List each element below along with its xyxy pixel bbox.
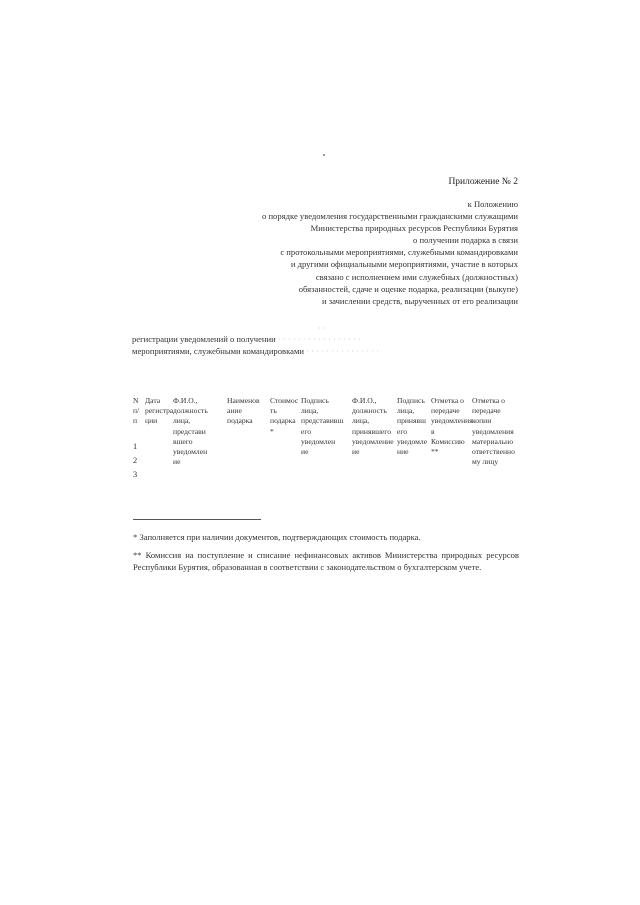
journal-title-text-2: мероприятиями, служебными командировками	[132, 346, 304, 356]
journal-title-line-1	[132, 333, 512, 345]
column-header-receiver-signature: Подпись лица, принявш его уведомле ние	[397, 396, 428, 457]
column-header-copy-transfer: Отметка о передаче копии уведомления материально ответственно му лицу	[472, 396, 515, 467]
appendix-reference	[200, 198, 518, 307]
column-header-receiver: Ф.И.О., должность лица, принявшего уведомление ие	[352, 396, 394, 457]
footnote-value: * Заполняется при наличии документов, подтверждающих стоимость подарка.	[133, 532, 421, 542]
appendix-line: связано с исполнением ими служебных (должностных)	[315, 271, 518, 282]
journal-table-header	[133, 396, 518, 467]
column-header-gift-name: Наименов ание подарка	[227, 396, 260, 426]
appendix-title: Приложение № 2	[448, 177, 518, 187]
appendix-line: о получении подарка в связи	[413, 235, 518, 246]
column-header-date: Дата регистра ции	[145, 396, 174, 426]
column-header-gift-value: Стоимос ть подарка *	[270, 396, 299, 436]
faded-text: · · · · · · · · · · · · · · ·	[306, 346, 380, 356]
scan-speck	[323, 154, 325, 156]
appendix-line: и другими официальными мероприятиями, участие в которых	[290, 259, 518, 270]
journal-title	[132, 323, 512, 357]
appendix-line: обязанностей, сдаче и оценке подарка, реализации (выкупе)	[298, 283, 518, 294]
faded-heading-mark: · ·	[318, 323, 326, 333]
column-header-commission-transfer: Отметка о передаче уведомления в Комиссию **	[431, 396, 473, 457]
table-row-number: 3	[133, 470, 138, 479]
column-header-submitter-signature: Подпись лица, представивш его уведомлен ие	[301, 396, 344, 457]
footnote-divider	[133, 519, 261, 520]
appendix-line: с протокольными мероприятиями, служебными командировками	[280, 247, 518, 258]
appendix-line: о порядке уведомления государственными гражданскими служащими	[262, 211, 518, 222]
footnote-commission: ** Комиссия на поступление и списание нефинансовых активов Министерства природных ресурсов Республики Бурятия, образованная в соответствии с законодательством о бухгалтерском учете.	[133, 550, 519, 572]
journal-title-line-2	[132, 345, 512, 357]
appendix-line: Министерства природных ресурсов Республики Бурятия	[310, 223, 518, 234]
journal-table-rows	[133, 440, 137, 482]
table-row-number: 1	[133, 442, 138, 451]
column-header-submitter: Ф.И.О., должность лица, представи вшего уведомлен ие	[173, 396, 208, 467]
appendix-line: и зачислении средств, вырученных от его реализации	[321, 295, 518, 306]
column-header-number: N п/ п	[133, 396, 140, 426]
appendix-line: к Положению	[467, 199, 518, 209]
table-row-number: 2	[133, 456, 138, 465]
journal-title-text-1: регистрации уведомлений о получении	[132, 334, 276, 344]
faded-text: · · · · · · · · · · · · · · · · ·	[277, 334, 361, 344]
